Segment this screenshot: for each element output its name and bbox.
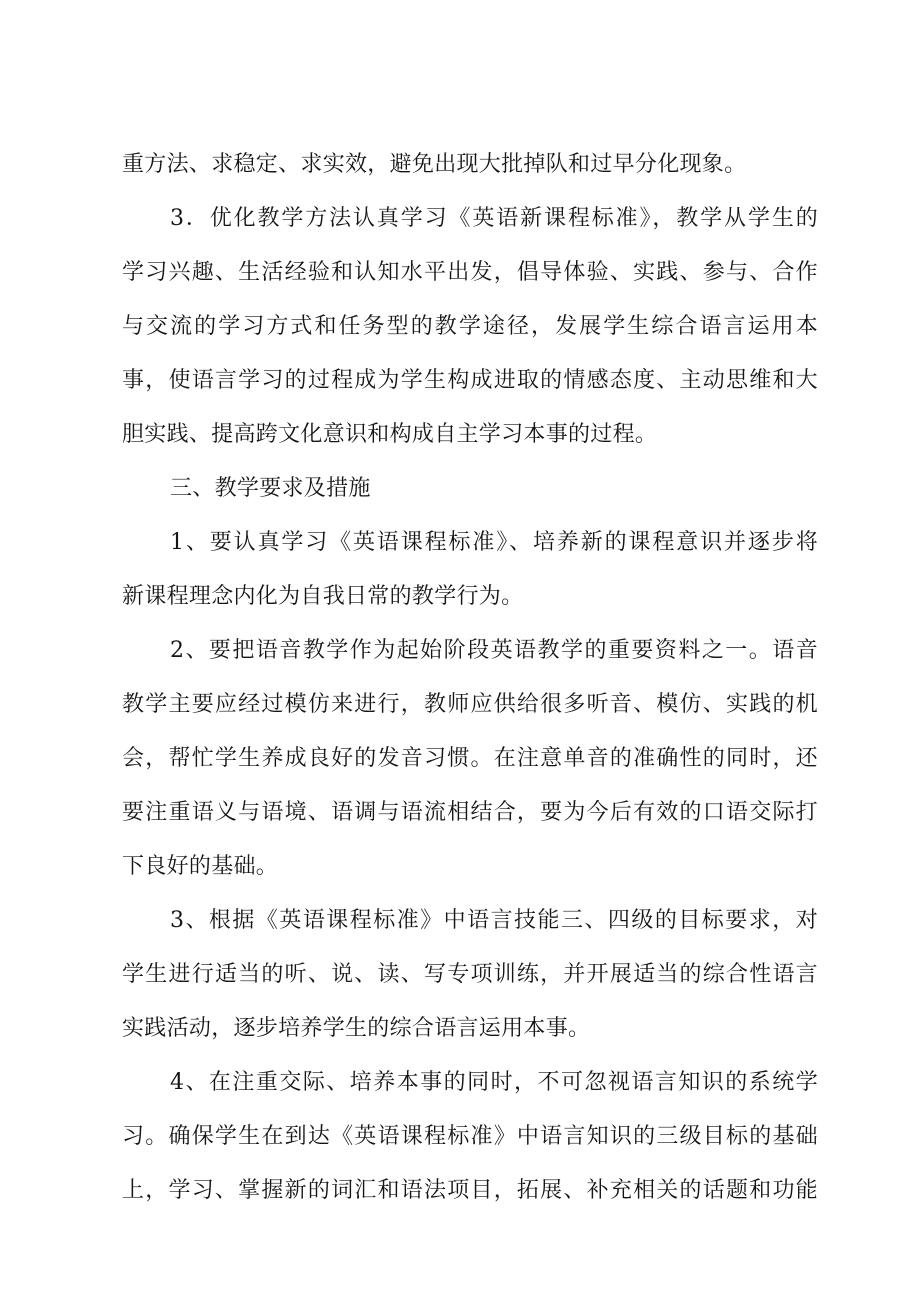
paragraph-2-line: 2、要把语音教学作为起始阶段英语教学的重要资料之一。语音 [170, 638, 818, 663]
text-line: 胆实践、提高跨文化意识和构成自主学习本事的过程。 [122, 422, 658, 447]
text-line: 下良好的基础。 [122, 854, 279, 879]
text-line: 学习兴趣、生活经验和认知水平出发，倡导体验、实践、参与、合作 [122, 260, 818, 285]
paragraph-1-line: 1、要认真学习《英语课程标准》、培养新的课程意识并逐步将 [170, 530, 818, 555]
paragraph-3-line: 3、根据《英语课程标准》中语言技能三、四级的目标要求，对 [170, 908, 818, 933]
text-line: 要注重语义与语境、语调与语流相结合，要为今后有效的口语交际打 [122, 800, 818, 825]
text-line: 重方法、求稳定、求实效，避免出现大批掉队和过早分化现象。 [122, 152, 747, 177]
paragraph-3-heading-line: 3．优化教学方法认真学习《英语新课程标准》，教学从学生的 [170, 206, 818, 231]
text-line: 教学主要应经过模仿来进行，教师应供给很多听音、模仿、实践的机 [122, 692, 818, 717]
section-heading: 三、教学要求及措施 [170, 476, 371, 501]
text-line: 学生进行适当的听、说、读、写专项训练，并开展适当的综合性语言 [122, 962, 818, 987]
text-line: 新课程理念内化为自我日常的教学行为。 [122, 584, 524, 609]
text-line: 上，学习、掌握新的词汇和语法项目，拓展、补充相关的话题和功能 [122, 1178, 818, 1203]
text-line: 习。确保学生在到达《英语课程标准》中语言知识的三级目标的基础 [122, 1124, 818, 1149]
text-line: 事，使语言学习的过程成为学生构成进取的情感态度、主动思维和大 [122, 368, 818, 393]
paragraph-4-line: 4、在注重交际、培养本事的同时，不可忽视语言知识的系统学 [170, 1070, 818, 1095]
text-line: 与交流的学习方式和任务型的教学途径，发展学生综合语言运用本 [122, 314, 818, 339]
text-line: 实践活动，逐步培养学生的综合语言运用本事。 [122, 1016, 591, 1041]
text-line: 会，帮忙学生养成良好的发音习惯。在注意单音的准确性的同时，还 [122, 746, 818, 771]
